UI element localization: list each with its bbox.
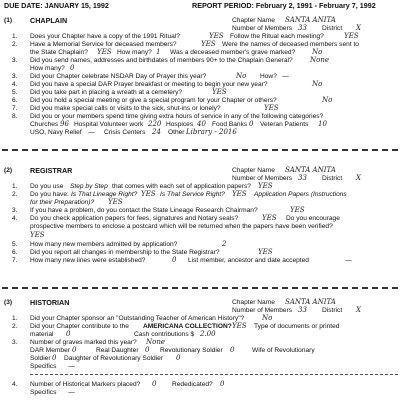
- registrar-q3-text: If you have a problem, do you contact the State Lineage Research Chairman?: [30, 207, 258, 214]
- chaplain-q9h-answer: 24: [152, 128, 161, 136]
- historian-q3d-text: Revolutionary Soldier: [160, 347, 223, 354]
- chaplain-q1-text: Does your Chapter have a copy of the 1991 Ritual?: [30, 33, 180, 40]
- chaplain-q9b-label: Churches: [30, 121, 59, 128]
- historian-district-label: District: [322, 307, 343, 314]
- historian-members-value: 33: [298, 306, 307, 314]
- registrar-q1-answer: YES: [258, 182, 273, 190]
- registrar-section-number: (2): [4, 167, 13, 174]
- historian-q4-number: 4.: [12, 381, 18, 388]
- registrar-q2c-text: for their Preparation)?: [30, 199, 95, 206]
- registrar-q5-answer: 2: [222, 240, 227, 248]
- registrar-chapter-value: SANTA ANITA: [285, 166, 336, 174]
- chaplain-q2-text: Have a Memorial Service for deceased members?: [30, 41, 177, 48]
- chaplain-q1b-text: Follow the Ritual each meeting?: [230, 33, 324, 40]
- registrar-q2-title1: Is That Lineage Right?: [71, 191, 138, 198]
- historian-q1-number: 1.: [12, 315, 18, 322]
- historian-q3c-text: Real Daughter: [96, 347, 139, 354]
- chaplain-q8-text: Did you make special calls or visits to the sick, shut-ins or lonely?: [30, 105, 221, 112]
- historian-section-number: (3): [4, 299, 13, 306]
- registrar-q4-text: Do you check application papers for fees, signatures and Notary seals?: [30, 215, 239, 222]
- registrar-q2a-text: Do you have:: [30, 191, 69, 198]
- chaplain-q8-number: 7.: [12, 105, 18, 112]
- registrar-q7-text: How many new lines were established?: [30, 257, 146, 264]
- due-date: DUE DATE: JANUARY 15, 1992: [4, 1, 109, 10]
- historian-q3e-text: Wife of Revolutionary: [252, 347, 315, 354]
- registrar-district-value: X: [356, 174, 361, 182]
- historian-chapter-label: Chapter Name: [232, 299, 275, 306]
- historian-q2-number: 2.: [12, 323, 18, 330]
- chaplain-q1b-answer: YES: [344, 32, 359, 40]
- chaplain-q9-number: 8.: [12, 113, 18, 120]
- historian-q3b-text: DAR Member: [30, 347, 70, 354]
- chaplain-members-label: Number of Members: [232, 25, 293, 32]
- chaplain-q6-number: 5.: [12, 89, 18, 96]
- registrar-q3-number: 3.: [12, 207, 18, 214]
- chaplain-q9d-answer: 40: [197, 120, 206, 128]
- registrar-q6-text: Did you report all changes in membership to the State Registrar?: [30, 249, 220, 256]
- historian-q2-title: AMERICANA COLLECTION?: [143, 323, 232, 330]
- chaplain-q9-text: Did you or your members spend time giving extra hours of service in any of the following categories?: [30, 113, 324, 120]
- chaplain-q9h-label: Crisis Centers: [104, 129, 146, 136]
- chaplain-q9f-label: Veteran Patients: [260, 121, 309, 128]
- chaplain-q2e-answer: No: [312, 48, 323, 56]
- historian-q4c-text: Specifics: [30, 389, 57, 396]
- section-separator-2: [2, 287, 398, 289]
- historian-specifics-line: [30, 374, 398, 375]
- historian-q3f-text: Soldier: [30, 355, 51, 362]
- chaplain-q4-number: 3.: [12, 73, 18, 80]
- historian-q2c-answer: 0: [66, 330, 71, 338]
- chaplain-q3-number: 3.: [12, 57, 18, 64]
- historian-q3b-answer: 0: [72, 346, 77, 354]
- registrar-q2-answer2: YES: [232, 190, 247, 198]
- chaplain-members-value: 33: [298, 24, 307, 32]
- registrar-members-label: Number of Members: [232, 175, 293, 182]
- chaplain-q9e-label: Food Banks: [212, 121, 248, 128]
- chaplain-q4b-text: How?: [260, 73, 277, 80]
- chaplain-q3b-text: How many?: [30, 65, 65, 72]
- registrar-district-label: District: [322, 175, 343, 182]
- registrar-q7-answer: 0: [172, 256, 177, 264]
- chaplain-q9i-label: Other: [168, 129, 185, 136]
- registrar-q2b-text: Application Papers (Instructions: [254, 191, 347, 198]
- historian-chapter-value: SANTA ANITA: [285, 298, 336, 306]
- historian-q2d-answer: 2.00: [200, 330, 216, 338]
- historian-title: HISTORIAN: [30, 298, 70, 307]
- registrar-q1-title: Step by Step: [70, 183, 108, 190]
- chaplain-chapter-value: SANTA ANITA: [285, 16, 336, 24]
- historian-q2a-text: Did your Chapter contribute to the: [30, 323, 129, 330]
- chaplain-q9d-label: Hospices: [166, 121, 194, 128]
- historian-q3-text: Number of graves marked this year?: [30, 339, 137, 346]
- chaplain-q9g-label: USO, Navy Relief: [30, 129, 82, 136]
- chaplain-q3-text: Did you send names, addresses and birthdates of members 90+ to the Chaplain General?: [30, 57, 293, 64]
- historian-q3g-text: Daughter of Revolutionary Soldier: [64, 355, 163, 362]
- registrar-q6-number: 6.: [12, 249, 18, 256]
- chaplain-q7-text: Did you hold a special meeting or give a special program for your Chapter or others?: [30, 97, 277, 104]
- chaplain-q9c-answer: 220: [148, 120, 162, 128]
- chaplain-title: CHAPLAIN: [30, 16, 68, 25]
- registrar-title: REGISTRAR: [30, 166, 73, 175]
- registrar-q1a-text: Do you use: [30, 183, 64, 190]
- chaplain-q1-number: 1.: [12, 33, 18, 40]
- registrar-chapter-label: Chapter Name: [232, 167, 275, 174]
- historian-q1-answer: No: [262, 314, 273, 322]
- registrar-q7b-text: List member, ancestor and date accepted: [188, 257, 309, 264]
- chaplain-q6-answer: YES: [212, 88, 227, 96]
- registrar-q2-number: 2.: [12, 191, 18, 198]
- historian-q3h-answer: —: [68, 362, 75, 370]
- registrar-q7-number: 7.: [12, 257, 18, 264]
- historian-q3-answer: None: [146, 338, 165, 346]
- chaplain-q2e-text: Was a deceased member's grave marked?: [170, 49, 296, 56]
- chaplain-q9b-answer: 96: [60, 120, 69, 128]
- registrar-q3-answer: YES: [290, 206, 305, 214]
- historian-q1-text: Did your Chapter sponsor an "Outstanding Teacher of American History"?: [30, 315, 245, 322]
- chaplain-q5-number: 4.: [12, 81, 18, 88]
- registrar-q4b-text: Do you encourage: [286, 215, 340, 222]
- chaplain-q4b-answer: —: [282, 72, 289, 80]
- registrar-q4-number: 4.: [12, 215, 18, 222]
- historian-members-label: Number of Members: [232, 307, 293, 314]
- chaplain-district-label: District: [322, 25, 343, 32]
- chaplain-q9c-label: Hospital Volunteer work: [74, 121, 144, 128]
- historian-q3d-answer: 0: [230, 346, 235, 354]
- registrar-members-value: 33: [298, 174, 307, 182]
- registrar-q4-answer: YES: [262, 214, 277, 222]
- chaplain-district-value: X: [356, 24, 361, 32]
- registrar-q4c-text: prospective members to enclose a postcard which will be returned when the papers have been verified?: [30, 223, 333, 230]
- chaplain-q9e-answer: 0: [249, 120, 254, 128]
- chaplain-q1-answer: YES: [209, 32, 224, 40]
- chaplain-q5-text: Did you have a special DAR Prayer breakfast or meeting to begin your new year?: [30, 81, 268, 88]
- chaplain-q4-answer: No: [236, 72, 247, 80]
- registrar-q2c-answer: YES: [108, 198, 123, 206]
- chaplain-q9i-answer: Library - 2016: [186, 128, 237, 136]
- chaplain-q2d-answer: 1: [156, 48, 161, 56]
- chaplain-q6-text: Did you take part in placing a wreath at a cemetery?: [30, 89, 183, 96]
- historian-q4b-answer: 0: [220, 380, 225, 388]
- registrar-q6-answer: YES: [258, 248, 273, 256]
- chaplain-q2-answer: YES: [201, 40, 216, 48]
- historian-district-value: X: [356, 306, 361, 314]
- historian-q3-number: 3.: [12, 339, 18, 346]
- chaplain-q2d-text: How many?: [117, 49, 152, 56]
- registrar-q2-title2: Is That Service Right?: [160, 191, 225, 198]
- historian-q4-answer: 0: [152, 380, 157, 388]
- registrar-q7b-answer: —: [345, 256, 352, 264]
- historian-q4-text: Number of Historical Markers placed?: [30, 381, 141, 388]
- chaplain-q3b-answer: 0: [70, 64, 75, 72]
- historian-q2b-text: Type of documents or printed: [254, 323, 340, 330]
- chaplain-q8-answer: YES: [264, 104, 279, 112]
- registrar-q2-answer1: YES: [141, 190, 156, 198]
- chaplain-q2c-text: the State Chaplain?: [30, 49, 88, 56]
- historian-q3c-answer: 0: [145, 346, 150, 354]
- chaplain-q3-answer: None: [310, 56, 329, 64]
- registrar-q4c-answer: YES: [30, 231, 45, 239]
- chaplain-q2c-answer: YES: [97, 48, 112, 56]
- historian-q4c-answer: —: [68, 388, 75, 396]
- chaplain-chapter-label: Chapter Name: [232, 17, 275, 24]
- registrar-q5-text: How many new members admitted by application?: [30, 241, 178, 248]
- chaplain-section-number: (1): [4, 17, 13, 24]
- historian-q2-answer: YES: [232, 322, 247, 330]
- chaplain-q4-text: Did your Chapter celebrate NSDAR Day of Prayer this year?: [30, 73, 207, 80]
- report-period: REPORT PERIOD: February 2, 1991 - February 7, 1992: [192, 1, 376, 10]
- section-separator-1: [2, 149, 398, 151]
- chaplain-q9g-answer: —: [88, 128, 95, 136]
- chaplain-q5-answer: No: [312, 80, 323, 88]
- registrar-q5-number: 5.: [12, 241, 18, 248]
- historian-q3h-text: Specifics: [30, 363, 57, 370]
- chaplain-q9f-answer: 10: [318, 120, 327, 128]
- chaplain-q7-answer: No: [322, 96, 333, 104]
- historian-q3g-answer: 0: [176, 354, 181, 362]
- chaplain-q2-number: 2.: [12, 41, 18, 48]
- chaplain-q7-number: 6.: [12, 97, 18, 104]
- registrar-q1-number: 1.: [12, 183, 18, 190]
- historian-q2c-text: material: [30, 331, 54, 338]
- historian-q3f-answer: 0: [52, 354, 57, 362]
- historian-q4b-text: Rededicated?: [172, 381, 213, 388]
- chaplain-q2b-text: Were the names of deceased members sent to: [222, 41, 359, 48]
- registrar-q1b-text: that comes with each set of application papers?: [112, 183, 251, 190]
- historian-q2d-text: Cash contributions $: [134, 331, 195, 338]
